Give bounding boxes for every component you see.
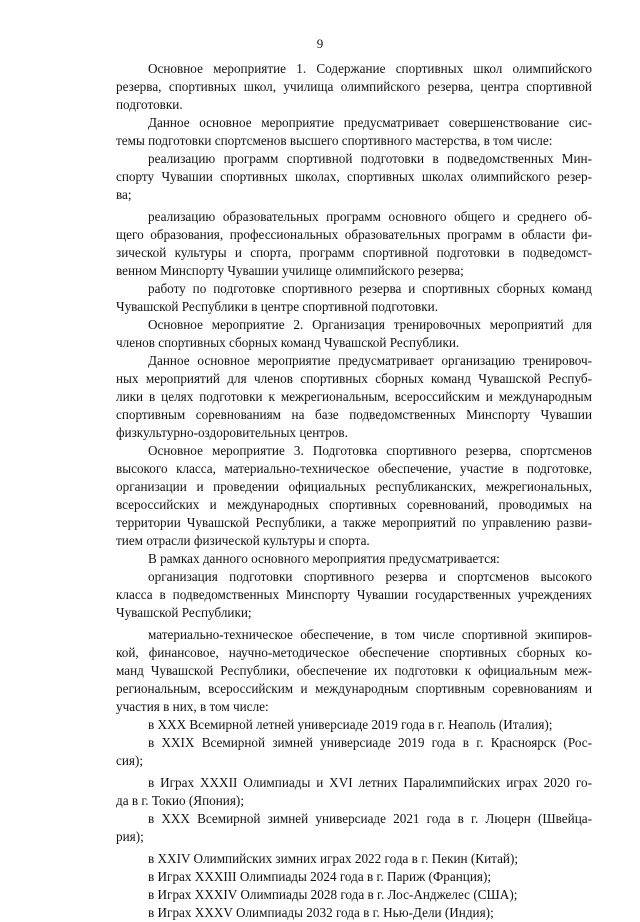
text-line: организация подготовки спортивного резерва и спортсменов высокого: [148, 569, 592, 584]
text-line: венном Минспорту Чувашии училище олимпийского резерва;: [116, 263, 464, 278]
text-line: региональным, всероссийским и международным спортивным соревнованиям и: [116, 681, 592, 696]
text-line: подготовки.: [116, 97, 183, 112]
text-line: Данное основное мероприятие предусматривает совершенствование сис-: [148, 115, 592, 130]
text-line: темы подготовки спортсменов высшего спортивного мастерства, в том числе:: [116, 133, 553, 148]
text-line: Основное мероприятие 1. Содержание спортивных школ олимпийского: [148, 61, 592, 76]
text-line: спортивным соревнованиям на базе подведомственных Минспорту Чувашии: [116, 407, 592, 422]
text-line: высокого класса, материально-техническое обеспечение, участие в подготовке,: [116, 461, 592, 476]
text-line: Основное мероприятие 2. Организация тренировочных мероприятий для: [148, 317, 592, 332]
text-line: в XXIX Всемирной зимней универсиаде 2019 года в г. Красноярск (Рос-: [148, 735, 592, 750]
text-line: участия в них, в том числе:: [116, 699, 269, 714]
text-line: ва;: [116, 187, 132, 202]
text-line: в XXIV Олимпийских зимних играх 2022 года в г. Пекин (Китай);: [148, 851, 519, 866]
text-line: резерва, спортивных школ, училища олимпийского резерва, центра спортивной: [116, 79, 592, 94]
text-line: Чувашской Республики в центре спортивной подготовки.: [116, 299, 439, 314]
text-line: Чувашской Республики;: [116, 605, 252, 620]
text-line: Данное основное мероприятие предусматривает организацию тренировоч-: [148, 353, 592, 368]
text-line: физкультурно-оздоровительных центров.: [116, 425, 348, 440]
text-line: Основное мероприятие 3. Подготовка спортивного резерва, спортсменов: [148, 443, 592, 458]
text-line: в Играх XXXIV Олимпиады 2028 года в г. Лос-Анджелес (США);: [148, 887, 518, 902]
text-line: работу по подготовке спортивного резерва и спортивных сборных команд: [148, 281, 592, 296]
text-line: всероссийских и международных спортивных соревнований, проводимых на: [116, 497, 592, 512]
page-number: 9: [316, 36, 324, 51]
text-line: реализацию образовательных программ основного общего и среднего об-: [148, 209, 592, 224]
text-line: членов спортивных сборных команд Чувашской Республики.: [116, 335, 460, 350]
text-line: в Играх XXXII Олимпиады и XVI летних Паралимпийских играх 2020 го-: [148, 775, 592, 790]
text-line: материально-техническое обеспечение, в том числе спортивной экипиров-: [148, 627, 592, 642]
text-line: тием отрасли физической культуры и спорта.: [116, 533, 370, 548]
text-line: в Играх XXXIII Олимпиады 2024 года в г. Париж (Франция);: [148, 869, 492, 884]
text-line: класса в подведомственных Минспорту Чувашии государственных учреждениях: [116, 587, 592, 602]
text-line: спорту Чувашии спортивных школах, спортивных школах олимпийского резер-: [116, 169, 592, 184]
text-line: в XXX Всемирной летней универсиаде 2019 года в г. Неаполь (Италия);: [148, 717, 553, 732]
text-line: организации и проведении официальных республиканских, межрегиональных,: [116, 479, 592, 494]
text-line: реализацию программ спортивной подготовки в подведомственных Мин-: [148, 151, 592, 166]
text-line: манд Чувашской Республики, обеспечение их подготовки к официальным меж-: [116, 663, 592, 678]
text-line: рия);: [116, 829, 144, 844]
text-line: ных мероприятий для членов спортивных сборных команд Чувашской Респуб-: [116, 371, 592, 386]
text-line: зической культуры и спорта, программ спортивной подготовки в подведомст-: [116, 245, 592, 260]
text-line: лики в целях подготовки к межрегиональным, всероссийским и международным: [116, 389, 592, 404]
text-line: территории Чувашской Республики, а также мероприятий по управлению разви-: [116, 515, 592, 530]
document-body: [116, 60, 592, 922]
text-line: В рамках данного основного мероприятия предусматривается:: [148, 551, 500, 566]
text-line: кой, финансовое, научно-методическое обеспечение спортивных сборных ко-: [116, 645, 592, 660]
text-line: в Играх XXXV Олимпиады 2032 года в г. Нью-Дели (Индия);: [148, 905, 494, 920]
text-line: да в г. Токио (Япония);: [116, 793, 244, 808]
text-line: сия);: [116, 753, 144, 768]
text-line: щего образования, профессиональных образовательных программ в области фи-: [116, 227, 592, 242]
text-line: в XXX Всемирной зимней универсиаде 2021 года в г. Люцерн (Швейца-: [148, 811, 592, 826]
